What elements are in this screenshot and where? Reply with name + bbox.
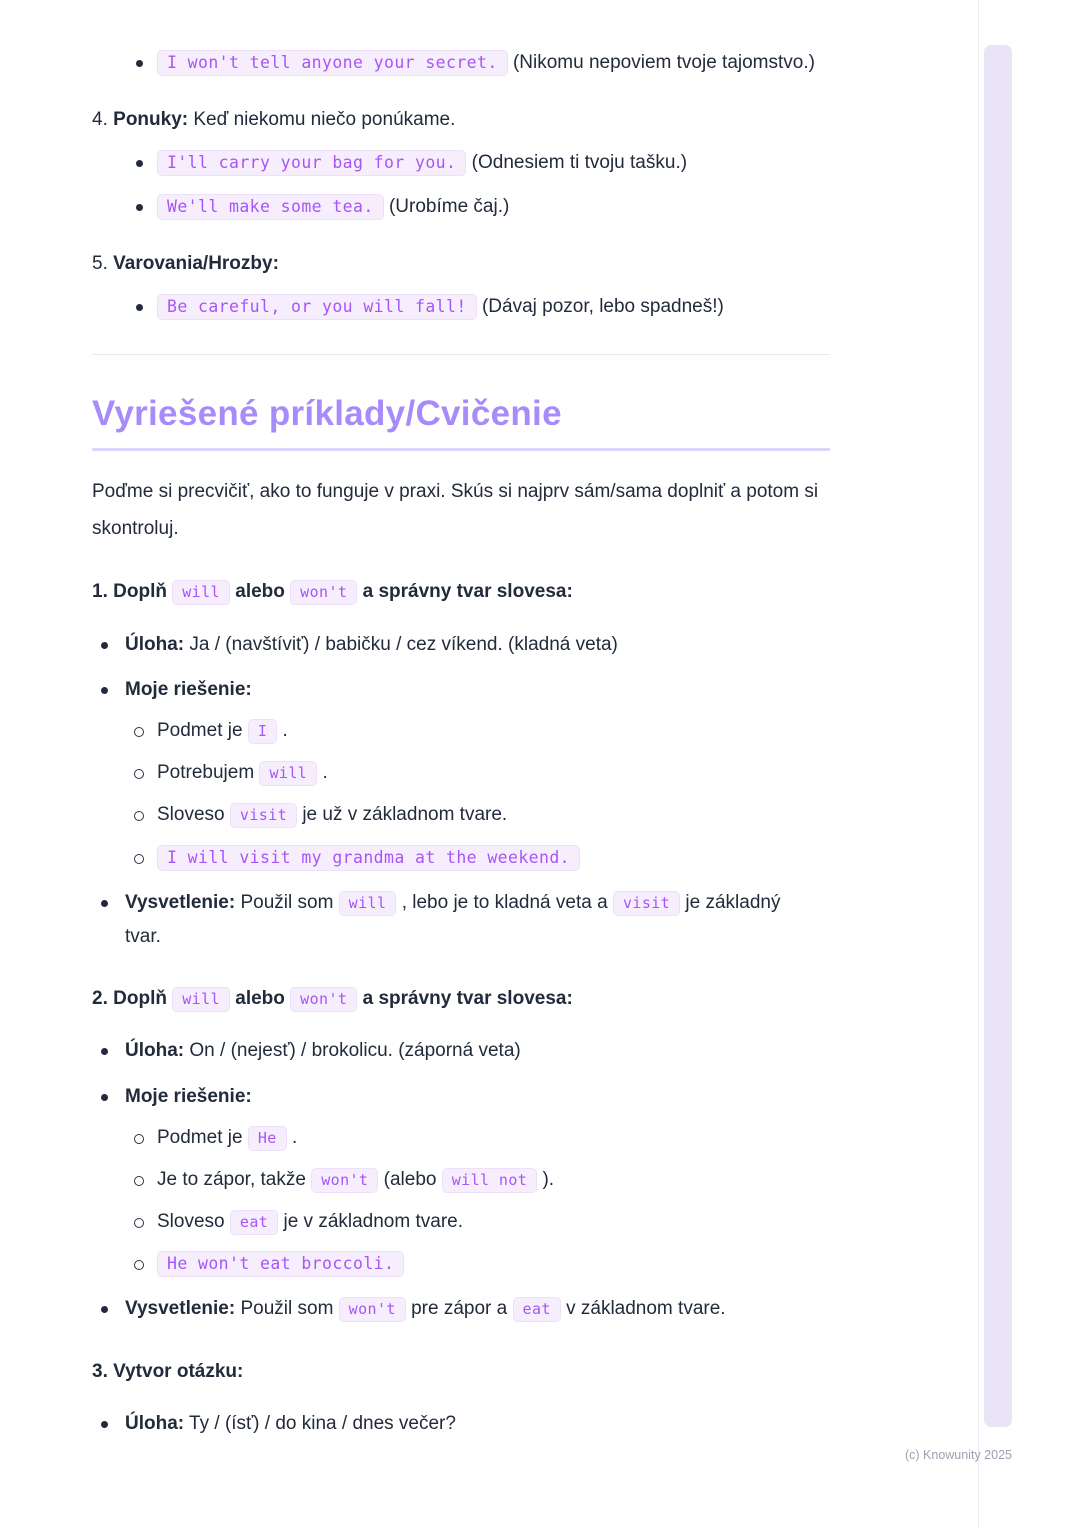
footer-credit: (c) Knowunity 2025: [904, 1448, 1012, 1462]
task-label: Úloha:: [125, 1412, 185, 1434]
step-text: .: [291, 1126, 298, 1148]
code-chip: He won't eat broccoli.: [157, 1251, 404, 1277]
step-text: .: [282, 720, 288, 741]
section-number: 5.: [92, 252, 108, 274]
task-item: [92, 1407, 830, 1441]
solution-step: [125, 798, 830, 832]
solution-label: Moje riešenie:: [125, 678, 252, 700]
page-title: Vyriešené príklady/Cvičenie: [92, 394, 562, 434]
solution-step: [125, 1247, 830, 1281]
solution-steps: [125, 714, 830, 875]
code-chip: I will visit my grandma at the weekend.: [157, 845, 580, 871]
solution-item: [92, 1080, 830, 1282]
explanation-text: v základnom tvare.: [566, 1298, 726, 1320]
step-text: Je to zápor, takže: [157, 1168, 306, 1190]
exercise-3-title: [92, 1355, 830, 1389]
title-text: alebo: [235, 988, 285, 1010]
section-4-examples: [92, 146, 830, 223]
exercise-number: 2.: [92, 988, 108, 1010]
explanation-text: je základný tvar.: [125, 891, 781, 947]
code-chip: won't: [311, 1168, 378, 1193]
section-5-heading: [92, 248, 830, 280]
exercise-1-list: [92, 628, 830, 955]
explanation-text: Použil som: [240, 1298, 334, 1320]
title-text: a správny tvar slovesa:: [362, 988, 573, 1010]
step-text: je už v základnom tvare.: [302, 804, 508, 826]
task-text: Ja / (navštíviť) / babičku / cez víkend. (kladná veta): [189, 633, 618, 655]
code-chip: will: [172, 580, 230, 605]
translation-text: (Nikomu nepoviem tvoje tajomstvo.): [512, 52, 815, 73]
step-text: Podmet je: [157, 1126, 243, 1148]
explanation-text: pre zápor a: [411, 1298, 508, 1320]
explanation-label: Vysvetlenie:: [125, 891, 236, 913]
solution-item: [92, 673, 830, 875]
title-text: Doplň: [113, 988, 167, 1010]
document-content: [92, 46, 830, 1452]
code-chip: visit: [230, 803, 297, 828]
code-chip: won't: [290, 580, 357, 605]
example-item: [92, 146, 830, 180]
step-text: Potrebujem: [157, 762, 255, 784]
section-divider: [92, 354, 830, 355]
translation-text: (Urobíme čaj.): [388, 195, 510, 217]
solution-step: [125, 1205, 830, 1239]
code-chip: will: [339, 891, 397, 916]
solution-step: [125, 756, 830, 790]
section-title: Varovania/Hrozby:: [113, 252, 279, 274]
code-chip: visit: [613, 891, 680, 916]
explanation-item: [92, 886, 794, 954]
title-text: Vytvor otázku:: [113, 1360, 244, 1382]
title-text: a správny tvar slovesa:: [362, 581, 573, 603]
section-number: 4.: [92, 109, 108, 131]
code-chip: will: [172, 987, 230, 1012]
code-chip: I'll carry your bag for you.: [157, 150, 466, 176]
exercise-2-title: [92, 982, 830, 1016]
task-text: Ty / (ísť) / do kina / dnes večer?: [189, 1412, 456, 1434]
code-chip: eat: [513, 1297, 561, 1322]
solution-steps: [125, 1121, 830, 1282]
code-chip: I: [248, 719, 277, 744]
solution-step: [125, 1163, 830, 1197]
code-chip: He: [248, 1126, 287, 1151]
solution-step: [125, 1121, 830, 1155]
step-text: ).: [542, 1168, 555, 1190]
code-chip: will not: [442, 1168, 537, 1193]
scrollbar-strip[interactable]: [984, 45, 1012, 1427]
code-chip: eat: [230, 1210, 278, 1235]
example-item: [92, 190, 830, 224]
solution-step: [125, 841, 830, 875]
code-chip: I won't tell anyone your secret.: [157, 50, 508, 76]
exercise-number: 3.: [92, 1360, 108, 1382]
step-text: Sloveso: [157, 1211, 225, 1233]
explanation-text: Použil som: [240, 891, 334, 913]
intro-paragraph: Poďme si precvičiť, ako to funguje v praxi. Skús si najprv sám/sama doplniť a potom si skontroluj.: [92, 481, 819, 540]
exercise-1-title: [92, 575, 830, 609]
page-edge-divider: [978, 0, 979, 1528]
code-chip: We'll make some tea.: [157, 194, 384, 220]
explanation-text: , lebo je to kladná veta a: [401, 891, 608, 913]
example-item: [92, 290, 830, 324]
code-chip: won't: [290, 987, 357, 1012]
title-text: alebo: [235, 581, 285, 603]
section-5-examples: [92, 290, 830, 324]
task-label: Úloha:: [125, 1040, 185, 1062]
task-label: Úloha:: [125, 633, 185, 655]
section-desc: Keď niekomu niečo ponúkame.: [193, 109, 456, 131]
exercise-number: 1.: [92, 581, 108, 603]
explanation-item: [92, 1292, 794, 1326]
task-item: [92, 1034, 830, 1068]
step-text: (alebo: [383, 1168, 437, 1190]
task-text: On / (nejesť) / brokolicu. (záporná veta): [189, 1040, 521, 1062]
solution-step: [125, 714, 830, 748]
exercise-3-list: [92, 1407, 830, 1441]
code-chip: won't: [339, 1297, 406, 1322]
step-text: .: [322, 762, 328, 784]
explanation-label: Vysvetlenie:: [125, 1298, 236, 1320]
step-text: Sloveso: [157, 804, 225, 826]
step-text: je v základnom tvare.: [283, 1211, 463, 1233]
example-item: [92, 46, 830, 80]
title-underline: [92, 448, 830, 451]
solution-label: Moje riešenie:: [125, 1085, 252, 1107]
title-text: Doplň: [113, 581, 167, 603]
translation-text: (Odnesiem ti tvoju tašku.): [471, 152, 688, 174]
step-text: Podmet je: [157, 720, 243, 741]
exercise-2-list: [92, 1034, 830, 1326]
section-4-heading: [92, 104, 830, 136]
translation-text: (Dávaj pozor, lebo spadneš!): [481, 296, 724, 318]
examples-list: [92, 46, 830, 80]
task-item: [92, 628, 830, 662]
section-title: Ponuky:: [113, 109, 189, 131]
code-chip: will: [259, 761, 317, 786]
code-chip: Be careful, or you will fall!: [157, 294, 477, 320]
